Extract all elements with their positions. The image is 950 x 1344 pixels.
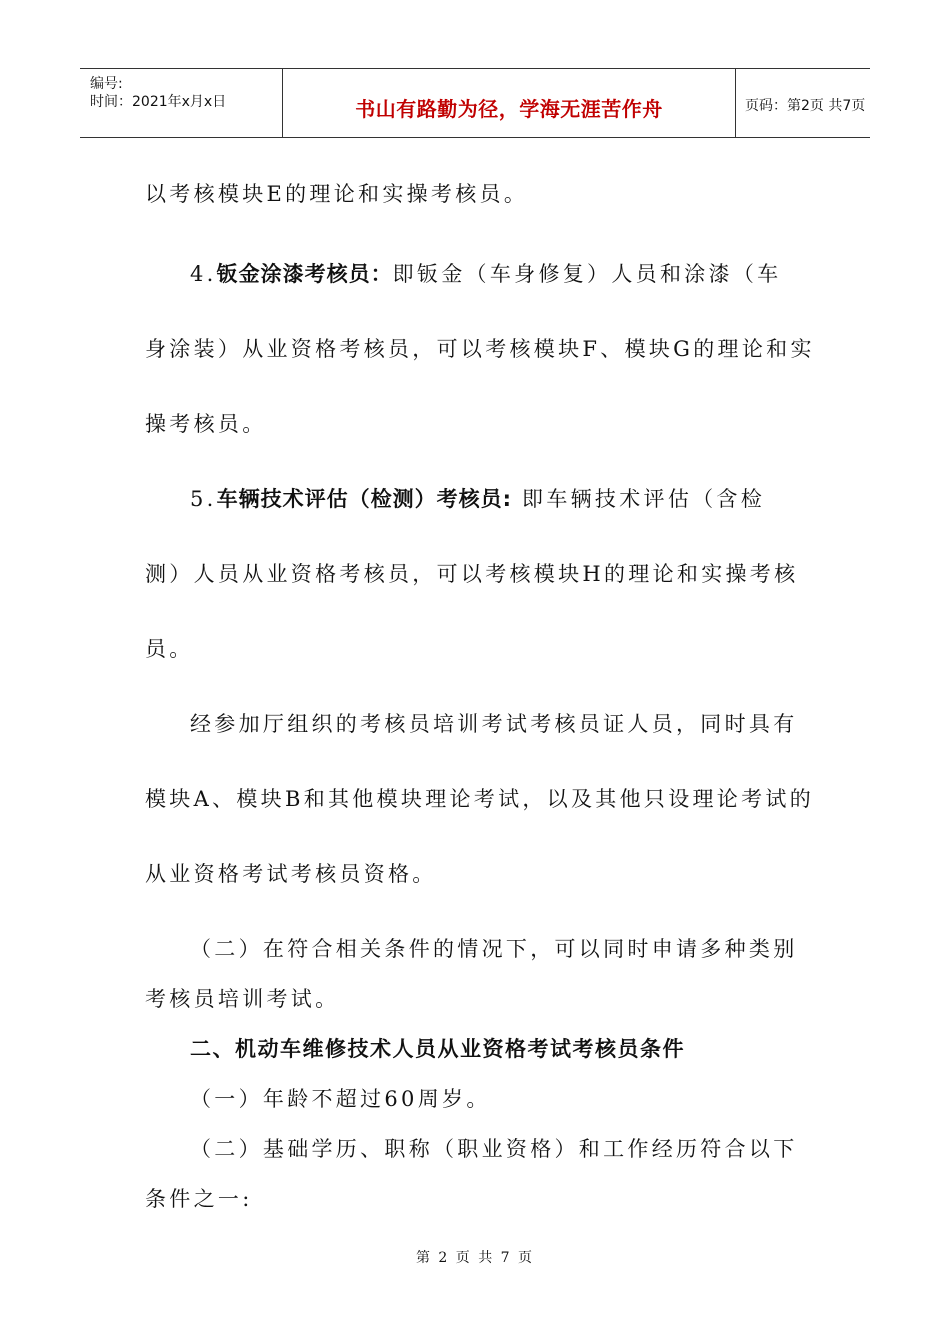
paragraph-line: （二）基础学历、职称（职业资格）和工作经历符合以下 bbox=[190, 1137, 798, 1161]
header-motto-cell bbox=[282, 69, 736, 137]
item-number: 5. bbox=[190, 487, 217, 511]
section-5-line bbox=[190, 483, 855, 513]
item-title: 钣金涂漆考核员： bbox=[216, 262, 393, 286]
page-header bbox=[80, 68, 870, 138]
document-number-label: 编号: bbox=[90, 76, 123, 92]
header-page-cell bbox=[735, 69, 870, 137]
item-text: 即钣金（车身修复）人员和涂漆（车 bbox=[392, 262, 782, 286]
header-meta bbox=[80, 69, 282, 137]
item-text: 即车辆技术评估（含检 bbox=[512, 487, 766, 511]
paragraph-line: 以考核模块E的理论和实操考核员。 bbox=[145, 182, 529, 206]
paragraph-line: 条件之一: bbox=[145, 1187, 253, 1211]
paragraph-line: 考核员培训考试。 bbox=[145, 987, 340, 1011]
header-page-info: 页码：第2页 共7页 bbox=[745, 98, 866, 114]
paragraph-line: （二）在符合相关条件的情况下，可以同时申请多种类别 bbox=[190, 937, 798, 961]
document-time-label: 时间：2021年x月x日 bbox=[90, 94, 227, 110]
paragraph-line: （一）年龄不超过60周岁。 bbox=[190, 1087, 491, 1111]
section-4-line bbox=[190, 258, 855, 288]
item-title: 车辆技术评估（检测）考核员: bbox=[216, 487, 513, 511]
paragraph-line: 经参加厅组织的考核员培训考试考核员证人员，同时具有 bbox=[190, 712, 798, 736]
paragraph-line: 测）人员从业资格考核员，可以考核模块H的理论和实操考核 bbox=[145, 562, 799, 586]
header-motto: 书山有路勤为径，学海无涯苦作舟 bbox=[355, 97, 663, 121]
paragraph-line: 模块A、模块B和其他模块理论考试，以及其他只设理论考试的 bbox=[145, 787, 814, 811]
item-number: 4. bbox=[190, 262, 217, 286]
section-heading: 二、机动车维修技术人员从业资格考试考核员条件 bbox=[190, 1037, 685, 1061]
paragraph-line: 从业资格考试考核员资格。 bbox=[145, 862, 437, 886]
page-footer: 第 2 页 共 7 页 bbox=[415, 1250, 535, 1266]
paragraph-line: 身涂装）从业资格考核员，可以考核模块F、模块G的理论和实 bbox=[145, 337, 815, 361]
paragraph-line: 员。 bbox=[145, 637, 194, 661]
paragraph-line: 操考核员。 bbox=[145, 412, 267, 436]
